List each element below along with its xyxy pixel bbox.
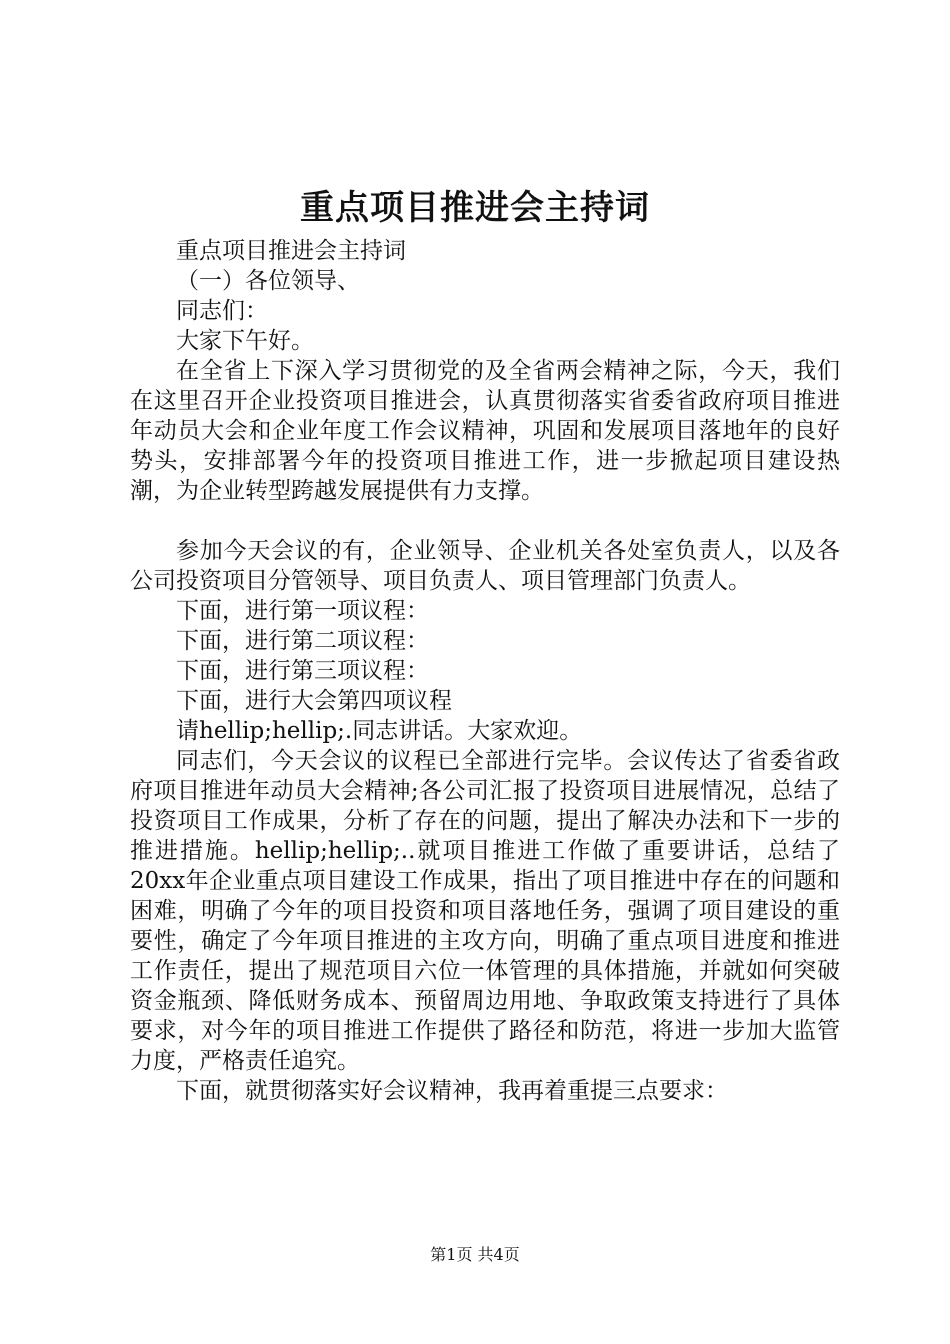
paragraph-salutation-2: 同志们： bbox=[176, 298, 268, 324]
paragraph-agenda-2: 下面，进行第二项议程： bbox=[176, 628, 429, 654]
paragraph-requirements: 下面，就贯彻落实好会议精神，我再着重提三点要求： bbox=[176, 1078, 728, 1104]
paragraph-summary: 同志们，今天会议的议程已全部进行完毕。会议传达了省委省政府项目推进年动员大会精神;各公司汇报了投资项目进展情况，总结了投资项目工作成果，分析了存在的问题，提出了解决办法和下一步的推进措施。hellip;hellip;..就项目推进工作做了重要讲话，总结了20xx年企业重点项目建设工作成果，指出了项目推进中存在的问题和困难，明确了今年的项目投资和项目落地任务，强调了项目建设的重要性，确定了今年项目推进的主攻方向，明确了重点项目进度和推进工作责任，提出了规范项目六位一体管理的具体措施，并就如何突破资金瓶颈、降低财务成本、预留周边用地、争取政策支持进行了具体要求，对今年的项目推进工作提供了路径和防范，将进一步加大监管力度，严格责任追究。 bbox=[130, 748, 840, 1074]
paragraph-agenda-4: 下面，进行大会第四项议程 bbox=[176, 688, 452, 714]
paragraph-greeting: 大家下午好。 bbox=[176, 328, 314, 354]
paragraph-agenda-3: 下面，进行第三项议程： bbox=[176, 658, 429, 684]
paragraph-attendees: 参加今天会议的有，企业领导、企业机关各处室负责人，以及各公司投资项目分管领导、项目负责人、项目管理部门负责人。 bbox=[130, 538, 840, 594]
document-title: 重点项目推进会主持词 bbox=[300, 188, 650, 228]
document-body bbox=[130, 236, 840, 1106]
paragraph-agenda-1: 下面，进行第一项议程： bbox=[176, 598, 429, 624]
paragraph-speech: 请hellip;hellip;.同志讲话。大家欢迎。 bbox=[176, 718, 583, 744]
paragraph-opening: 在全省上下深入学习贯彻党的及全省两会精神之际，今天，我们在这里召开企业投资项目推进会，认真贯彻落实省委省政府项目推进年动员大会和企业年度工作会议精神，巩固和发展项目落地年的良好势头，安排部署今年的投资项目推进工作，进一步掀起项目建设热潮，为企业转型跨越发展提供有力支撑。 bbox=[130, 358, 840, 504]
paragraph-salutation-1: （一）各位领导、 bbox=[176, 268, 360, 294]
paragraph-subtitle: 重点项目推进会主持词 bbox=[176, 238, 406, 264]
page-number: 第1页 共4页 bbox=[430, 1245, 520, 1264]
